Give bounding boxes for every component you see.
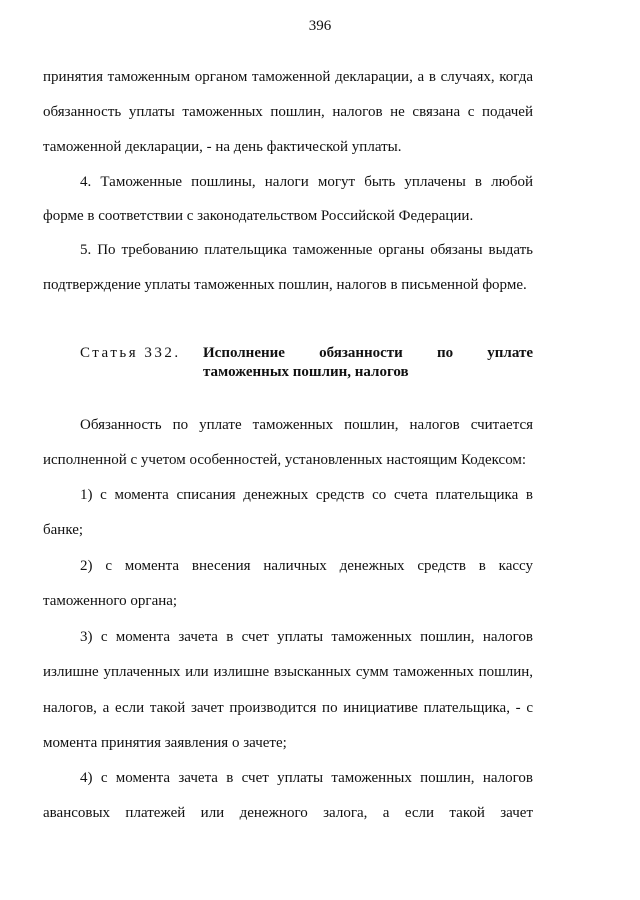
text-line: 3) с момента зачета в счет уплаты таможенных пошлин, налогов xyxy=(80,629,533,645)
text-line: принятия таможенным органом таможенной декларации, а в случаях, когда xyxy=(43,69,533,85)
text-line: 2) с момента внесения наличных денежных средств в кассу xyxy=(80,558,533,574)
text-line: излишне уплаченных или излишне взысканных сумм таможенных пошлин, xyxy=(43,664,533,680)
article-title-continued: таможенных пошлин, налогов xyxy=(203,364,409,380)
text-line: Обязанность по уплате таможенных пошлин, налогов считается xyxy=(80,417,533,433)
text-line: обязанность уплаты таможенных пошлин, налогов не связана с подачей xyxy=(43,104,533,120)
text-line: 5. По требованию плательщика таможенные органы обязаны выдать xyxy=(80,242,533,258)
page-number: 396 xyxy=(308,18,332,34)
text-line: 1) с момента списания денежных средств со счета плательщика в xyxy=(80,487,533,503)
text-line: форме в соответствии с законодательством Российской Федерации. xyxy=(43,208,474,224)
text-line: таможенной декларации, - на день фактической уплаты. xyxy=(43,139,402,155)
text-line: 4. Таможенные пошлины, налоги могут быть уплачены в любой xyxy=(80,174,533,190)
text-line: банке; xyxy=(43,522,84,538)
text-line: момента принятия заявления о зачете; xyxy=(43,735,287,751)
text-line: таможенного органа; xyxy=(43,593,178,609)
text-line: подтверждение уплаты таможенных пошлин, налогов в письменной форме. xyxy=(43,277,527,293)
text-line: авансовых платежей или денежного залога, а если такой зачет xyxy=(43,805,533,821)
text-line: 4) с момента зачета в счет уплаты таможенных пошлин, налогов xyxy=(80,770,533,786)
article-label: Статья 332. xyxy=(80,345,181,361)
article-title: Исполнение обязанности по уплате xyxy=(203,345,533,361)
text-line: налогов, а если такой зачет производится по инициативе плательщика, - с xyxy=(43,700,533,716)
text-line: исполненной с учетом особенностей, установленных настоящим Кодексом: xyxy=(43,452,527,468)
